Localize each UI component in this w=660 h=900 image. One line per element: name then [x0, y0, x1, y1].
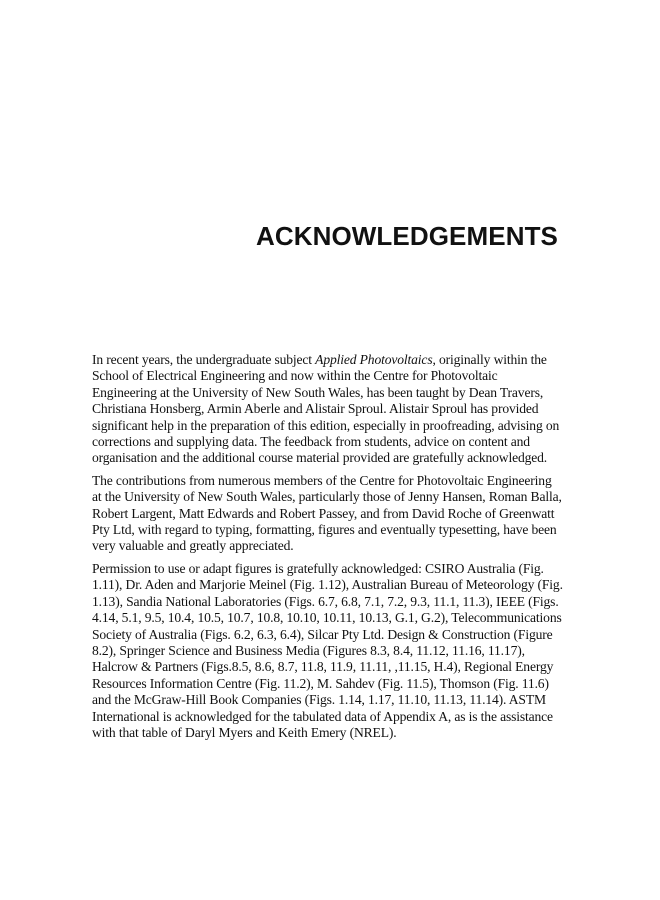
paragraph-1-end: , originally within the School of Electrical Engineering and now within the Centre for Photovoltaic Engineering at the University of New South Wales, has been taught by Dean Travers, Christiana Honsberg, Armin Aberle and Alistair Sproul. Alistair Sproul has provided significant help in the preparation of this edition, especially in proofreading, advising on corrections and supplying data. The feedback from students, advice on content and organisation and the additional course material provided are gratefully acknowledged. — [92, 352, 560, 466]
subject-title: Applied Photovoltaics — [315, 352, 433, 367]
page-title: ACKNOWLEDGEMENTS — [255, 221, 558, 251]
paragraph-2: The contributions from numerous members of the Centre for Photovoltaic Engineering at the University of New South Wales, particularly those of Jenny Hansen, Roman Balla, Robert Largent, Matt Edwards and Robert Passey, and from David Roche of Greenwatt Pty Ltd, with regard to typing, formatting, figures and eventually typesetting, have been very valuable and greatly appreciated. — [92, 472, 562, 554]
paragraph-1 — [92, 352, 564, 467]
paragraph-3: Permission to use or adapt figures is gratefully acknowledged: CSIRO Australia (Fig. 1.11), Dr. Aden and Marjorie Meinel (Fig. 1.12), Australian Bureau of Meteorology (Fig. 1.13), Sandia National Laboratories (Figs. 6.7, 6.8, 7.1, 7.2, 9.3, 11.1, 11.3), IEEE (Figs. 4.14, 5.1, 9.5, 10.4, 10.5, 10.7, 10.8, 10.10, 10.11, 10.13, G.1, G.2), Telecommunications Society of Australia (Figs. 6.2, 6.3, 6.4), Silcar Pty Ltd. Design & Construction (Figure 8.2), Springer Science and Business Media (Figures 8.3, 8.4, 11.12, 11.16, 11.17), Halcrow & Partners (Figs.8.5, 8.6, 8.7, 11.8, 11.9, 11.11, ,11.15, H.4), Regional Energy Resources Information Centre (Fig. 11.2), M. Sahdev (Fig. 11.5), Thomson (Fig. 11.6) and the McGraw-Hill Book Companies (Figs. 1.14, 1.17, 11.10, 11.13, 11.14). ASTM International is acknowledged for the tabulated data of Appendix A, as is the assistance with that table of Daryl Myers and Keith Emery (NREL). — [92, 560, 563, 740]
body-text — [92, 352, 564, 747]
paragraph-1-start: In recent years, the undergraduate subject — [92, 352, 316, 367]
